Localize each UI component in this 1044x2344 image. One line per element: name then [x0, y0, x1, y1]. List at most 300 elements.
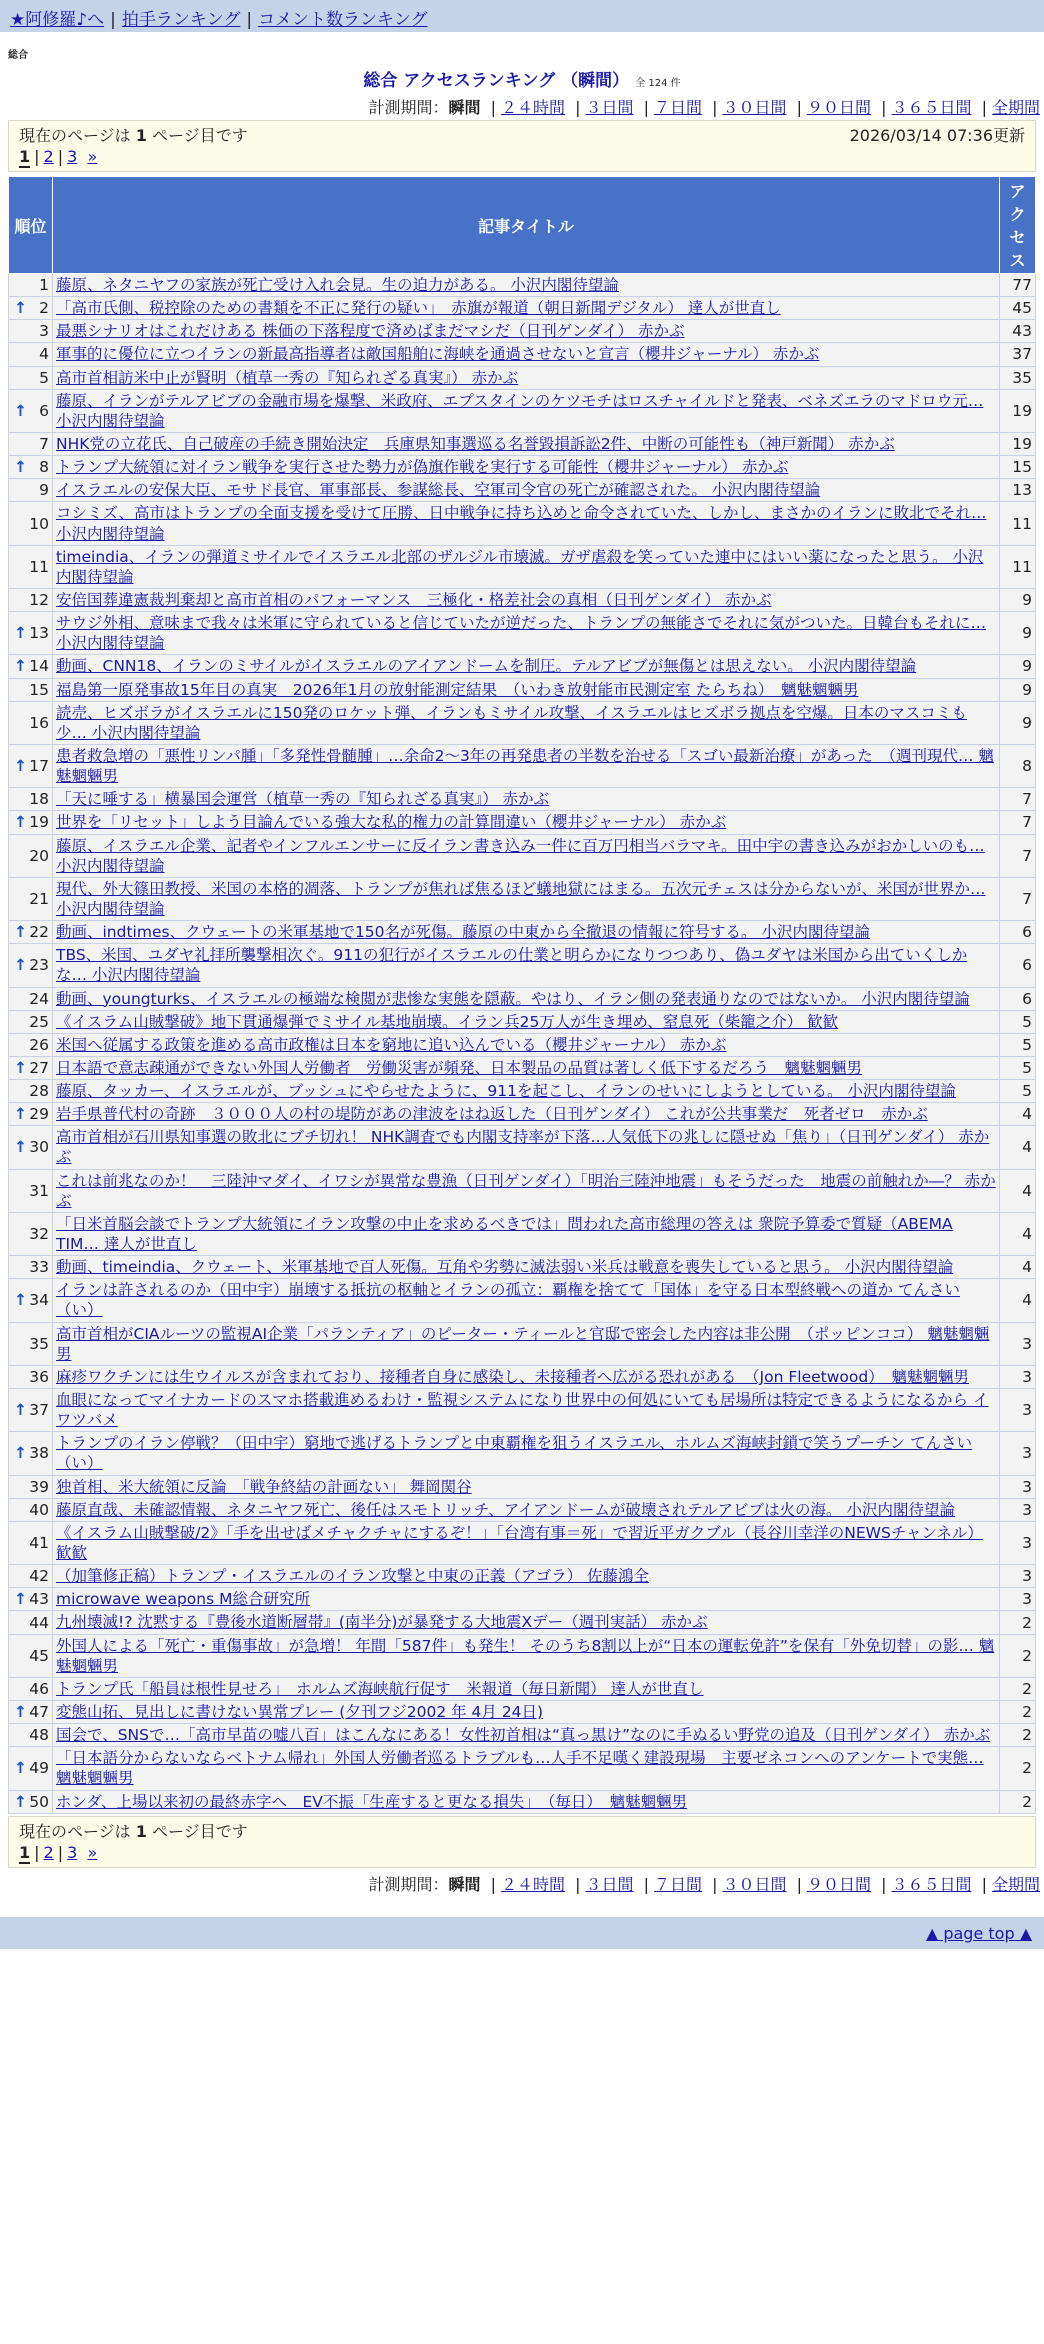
rank-number: 35: [29, 1334, 49, 1353]
article-link[interactable]: NHK党の立花氏、自己破産の手続き開始決定 兵庫県知事選巡る名誉毀損訴訟2件、中断の可能性も（神戸新聞） 赤かぶ: [56, 434, 895, 453]
article-link[interactable]: 変態山拓、見出しに書けない異常プレー (夕刊フジ2002 年 4月 24日): [56, 1703, 544, 1721]
title-cell: [53, 811, 1000, 834]
title-cell: [53, 612, 1000, 655]
table-row: [9, 811, 1036, 834]
access-count: 43: [1000, 320, 1036, 343]
ranking-container: [8, 120, 1036, 1868]
rank-up-icon: ↑: [14, 1138, 27, 1157]
period-link-7d[interactable]: ７日間: [653, 1874, 702, 1894]
rank-number: 4: [39, 345, 49, 364]
title-cell: [53, 1790, 1000, 1813]
rank-number: 11: [29, 557, 49, 576]
table-row: [9, 588, 1036, 611]
rank-number: 1: [39, 276, 49, 295]
ranking-title: 総合 アクセスランキング （瞬間）: [363, 71, 630, 91]
rank-cell: [9, 1169, 53, 1212]
title-cell: [53, 1126, 1000, 1169]
rank-up-icon: ↑: [14, 1291, 27, 1310]
title-cell: [53, 655, 1000, 678]
access-count: 4: [1000, 1103, 1036, 1126]
pager-next[interactable]: »: [87, 1842, 98, 1862]
article-link[interactable]: イランは許されるのか（田中宇）崩壊する抵抗の枢軸とイランの孤立：覇権を捨てて「国体」を守る日本型終戦への道か てんさい（い）: [56, 1281, 960, 1320]
rank-number: 21: [29, 889, 49, 908]
table-row: [9, 1611, 1036, 1634]
period-link-30d[interactable]: ３０日間: [722, 1874, 787, 1894]
rank-cell: [9, 389, 53, 432]
access-count: 6: [1000, 944, 1036, 987]
period-selector-bottom: 計測期間：瞬間 | ２４時間 | ３日間 | ７日間 | ３０日間 | ９０日間 | ３６５日間 | 全期間: [368, 1874, 1040, 1894]
table-row: [9, 366, 1036, 389]
rank-number: 33: [29, 1258, 49, 1277]
access-count: 3: [1000, 1389, 1036, 1432]
rank-cell: [9, 834, 53, 877]
table-row: [9, 1588, 1036, 1611]
table-row: [9, 502, 1036, 545]
rank-cell: [9, 944, 53, 987]
current-page-text: 現在のページは 1 ページ目です: [19, 1821, 248, 1841]
table-row: [9, 1634, 1036, 1677]
title-cell: [53, 1475, 1000, 1498]
table-row: [9, 678, 1036, 701]
table-row: [9, 921, 1036, 944]
rank-up-icon: ↑: [14, 1590, 27, 1609]
article-link[interactable]: 藤原、イスラエル企業、記者やインフルエンサーに反イラン書き込み一件に百万円相当バラマキ。田中宇の書き込みがおかしいのも… 小沢内閣待望論: [56, 836, 985, 875]
access-count: 7: [1000, 834, 1036, 877]
title-cell: [53, 1747, 1000, 1790]
rank-number: 29: [29, 1105, 49, 1124]
title-cell: [53, 1498, 1000, 1521]
rank-cell: [9, 1498, 53, 1521]
rank-cell: [9, 1588, 53, 1611]
title-cell: [53, 1322, 1000, 1365]
rank-cell: [9, 320, 53, 343]
table-row: [9, 701, 1036, 744]
article-link[interactable]: トランプのイラン停戦？（田中宇）窮地で逃げるトランプと中東覇権を狙うイスラエル、ホルムズ海峡封鎖で笑うプーチン てんさい（い）: [56, 1434, 973, 1473]
title-cell: [53, 834, 1000, 877]
table-row: [9, 1080, 1036, 1103]
pager-current: 1: [19, 1842, 31, 1862]
rank-number: 13: [29, 624, 49, 643]
access-count: 2: [1000, 1790, 1036, 1813]
rank-cell: [9, 877, 53, 920]
pager-link-3[interactable]: 3: [67, 1842, 78, 1862]
rank-cell: [9, 1010, 53, 1033]
rank-up-icon: ↑: [14, 624, 27, 643]
rank-up-icon: ↑: [14, 1703, 27, 1722]
period-link-90d[interactable]: ９０日間: [806, 98, 871, 117]
page-info-box-bottom: [8, 1816, 1036, 1868]
rank-up-icon: ↑: [14, 757, 27, 776]
table-row: [9, 788, 1036, 811]
period-label: 計測期間：: [368, 98, 449, 117]
article-link[interactable]: 国会で、SNSで…「高市早苗の嘘八百」はこんなにある！女性初首相は“真っ黒け”なのに手ぬるい野党の追及（日刊ゲンダイ） 赤かぶ: [56, 1726, 991, 1745]
rank-cell: [9, 1056, 53, 1079]
total-count: 全 124 件: [635, 78, 681, 89]
rank-cell: [9, 1365, 53, 1388]
table-row: [9, 1256, 1036, 1279]
article-link[interactable]: これは前兆なのか！ 三陸沖マダイ、イワシが異常な豊漁（日刊ゲンダイ）「明治三陸沖地震」もそうだった 地震の前触れか―？ 赤かぶ: [56, 1171, 996, 1210]
rank-cell: [9, 588, 53, 611]
rank-cell: [9, 1521, 53, 1564]
title-cell: [53, 588, 1000, 611]
article-link[interactable]: 世界を「リセット」しよう目論んでいる強大な私的権力の計算間違い（櫻井ジャーナル） 赤かぶ: [56, 813, 727, 832]
article-link[interactable]: 高市首相訪米中止が賢明（植草一秀の『知られざる真実』） 赤かぶ: [56, 368, 519, 387]
rank-cell: [9, 701, 53, 744]
table-row: [9, 320, 1036, 343]
access-count: 5: [1000, 1010, 1036, 1033]
rank-number: 34: [29, 1291, 49, 1310]
access-count: 5: [1000, 1033, 1036, 1056]
article-link[interactable]: 独首相、米大統領に反論 「戦争終結の計画ない」 舞岡関谷: [56, 1477, 472, 1496]
article-link[interactable]: 「日米首脳会談でトランプ大統領にイラン攻撃の中止を求めるべきでは」問われた高市総理の答えは 衆院予算委で質疑（ABEMA TIM… 達人が世直し: [56, 1214, 953, 1254]
article-link[interactable]: 《イスラム山賊撃破/2》「手を出せばメチャクチャにするぞ！」「台湾有事＝死」で習近平ガクブル（長谷川幸洋のNEWSチャンネル） 歓歓: [56, 1523, 983, 1563]
rank-cell: [9, 456, 53, 479]
pager-link-2[interactable]: 2: [43, 147, 54, 166]
access-count: 2: [1000, 1747, 1036, 1790]
title-cell: [53, 1169, 1000, 1212]
rank-number: 17: [29, 757, 49, 776]
table-row: [9, 1056, 1036, 1079]
article-link[interactable]: 最悪シナリオはこれだけある 株価の下落程度で済めばまだマシだ（日刊ゲンダイ） 赤かぶ: [56, 322, 685, 341]
article-link[interactable]: 動画、indtimes、クウェートの米軍基地で150名が死傷。藤原の中東から全撤退の情報に符号する。 小沢内閣待望論: [56, 923, 870, 942]
rank-cell: [9, 1747, 53, 1790]
rank-up-icon: ↑: [14, 1058, 27, 1077]
article-link[interactable]: 高市首相がCIAルーツの監視AI企業「パランティア」のピーター・ティールと官邸で密会した内容は非公開 （ポッピンココ） 魑魅魍魎男: [56, 1324, 990, 1363]
title-cell: [53, 545, 1000, 588]
article-link[interactable]: 現代、外大篠田教授、米国の本格的凋落、トランプが焦れば焦るほど蟻地獄にはまる。五次元チェスは分からないが、米国が世界か… 小沢内閣待望論: [56, 879, 986, 918]
rank-cell: [9, 1634, 53, 1677]
rank-cell: [9, 1790, 53, 1813]
title-cell: [53, 1056, 1000, 1079]
rank-cell: [9, 1279, 53, 1322]
article-link[interactable]: 藤原、ネタニヤフの家族が死亡受け入れ会見。生の迫力がある。 小沢内閣待望論: [56, 276, 619, 294]
access-count: 3: [1000, 1475, 1036, 1498]
pagination-bottom: 1 | 2 | 3 »: [19, 1842, 98, 1862]
access-count: 5: [1000, 1056, 1036, 1079]
rank-number: 10: [29, 514, 49, 533]
title-cell: [53, 1521, 1000, 1564]
rank-number: 20: [29, 846, 49, 865]
access-count: 77: [1000, 274, 1036, 297]
article-link[interactable]: 外国人による「死亡・重傷事故」が急増！ 年間「587件」も発生！ そのうち8割以上が“日本の運転免許”を保有「外免切替」の影… 魑魅魍魎男: [56, 1636, 995, 1675]
rank-cell: [9, 432, 53, 455]
rank-up-icon: ↑: [14, 299, 27, 318]
rank-number: 19: [29, 813, 49, 832]
rank-up-icon: ↑: [14, 813, 27, 832]
rank-cell: [9, 1611, 53, 1634]
title-cell: [53, 1389, 1000, 1432]
nav-separator: |: [246, 10, 253, 30]
nav-separator: |: [110, 10, 116, 30]
rank-number: 42: [29, 1567, 49, 1586]
title-cell: [53, 502, 1000, 545]
ranking-table: [8, 176, 1036, 1814]
period-link-all[interactable]: 全期間: [991, 98, 1040, 117]
rank-up-icon: ↑: [14, 1105, 27, 1124]
article-link[interactable]: ホンダ、上場以来初の最終赤字へ EV不振「生産すると更なる損失」 （毎日） 魑魅魍魎男: [56, 1792, 688, 1811]
access-count: 6: [1000, 921, 1036, 944]
rank-cell: [9, 1033, 53, 1056]
nav-link-clap-ranking[interactable]: 拍手ランキング: [121, 10, 241, 30]
table-row: [9, 1701, 1036, 1724]
bottom-bar: [0, 1917, 1044, 1949]
article-link[interactable]: 福島第一原発事故15年目の真実 2026年1月の放射能測定結果 （いわき放射能市民測定室 たらちね） 魑魅魍魎男: [56, 680, 859, 699]
table-row: [9, 297, 1036, 320]
table-row: [9, 877, 1036, 920]
table-row: [9, 274, 1036, 297]
access-count: 9: [1000, 612, 1036, 655]
period-link-90d[interactable]: ９０日間: [806, 1874, 871, 1894]
rank-number: 3: [39, 322, 49, 341]
pager-next[interactable]: »: [87, 147, 98, 166]
rank-number: 23: [29, 956, 49, 975]
article-link[interactable]: 藤原、イランがテルアビブの金融市場を爆撃、米政府、エプスタインのケツモチはロスチャイルドと発表、ベネズエラのマドロウ元… 小沢内閣待望論: [56, 391, 984, 430]
title-cell: [53, 1033, 1000, 1056]
article-link[interactable]: 動画、CNN18、イランのミサイルがイスラエルのアイアンドームを制圧。テルアビブが無傷とは思えない。 小沢内閣待望論: [56, 657, 917, 676]
rank-number: 12: [29, 591, 49, 610]
article-link[interactable]: 高市首相が石川県知事選の敗北にブチ切れ！ NHK調査でも内閣支持率が下落…人気低下の兆しに隠せぬ「焦り」（日刊ゲンダイ） 赤かぶ: [56, 1128, 990, 1167]
rank-number: 18: [29, 790, 49, 809]
access-count: 19: [1000, 432, 1036, 455]
article-link[interactable]: 安倍国葬違憲裁判棄却と高市首相のパフォーマンス 三極化・格差社会の真相（日刊ゲンダイ） 赤かぶ: [56, 590, 772, 609]
access-count: 13: [1000, 479, 1036, 502]
rank-cell: [9, 1565, 53, 1588]
period-link-365d[interactable]: ３６５日間: [891, 98, 972, 117]
rank-cell: [9, 479, 53, 502]
period-link-7d[interactable]: ７日間: [653, 98, 702, 117]
access-count: 2: [1000, 1634, 1036, 1677]
rank-number: 38: [29, 1444, 49, 1463]
access-count: 4: [1000, 1169, 1036, 1212]
title-cell: [53, 1724, 1000, 1747]
article-link[interactable]: 「天に唾する」横暴国会運営（植草一秀の『知られざる真実』） 赤かぶ: [56, 790, 550, 809]
table-row: [9, 1126, 1036, 1169]
rank-number: 16: [29, 713, 49, 732]
title-cell: [53, 987, 1000, 1010]
title-cell: [53, 1432, 1000, 1475]
access-count: 3: [1000, 1588, 1036, 1611]
article-link[interactable]: 藤原直哉、未確認情報、ネタニヤフ死亡、後任はスモトリッチ、アイアンドームが破壊されテルアビブは火の海。 小沢内閣待望論: [56, 1500, 955, 1519]
access-count: 7: [1000, 788, 1036, 811]
article-link[interactable]: timeindia、イランの弾道ミサイルでイスラエル北部のザルジル市壊滅。ガザ虐殺を笑っていた連中にはいい薬になったと思う。 小沢内閣待望論: [56, 547, 984, 586]
period-link-3d[interactable]: ３日間: [585, 98, 634, 117]
table-row: [9, 1565, 1036, 1588]
period-link-365d[interactable]: ３６５日間: [891, 1874, 972, 1894]
article-link[interactable]: サウジ外相、意味まで我々は米軍に守られていると信じていたが逆だった、トランプの無能さでそれに気がついた。日韓台もそれに… 小沢内閣待望論: [56, 614, 987, 653]
access-count: 4: [1000, 1279, 1036, 1322]
rank-number: 25: [29, 1012, 49, 1031]
article-link[interactable]: 動画、timeindia、クウェート、米軍基地で百人死傷。互角や劣勢に滅法弱い米兵は戦意を喪失していると思う。 小沢内閣待望論: [56, 1258, 954, 1277]
pager-current: 1: [19, 147, 31, 166]
rank-cell: [9, 1677, 53, 1700]
header-title: 記事タイトル: [53, 177, 1000, 274]
article-link[interactable]: トランプ氏「船員は根性見せろ」 ホルムズ海峡航行促す 米報道（毎日新聞） 達人が世直し: [56, 1679, 704, 1698]
article-link[interactable]: 岩手県普代村の奇跡 ３０００人の村の堤防があの津波をはね返した（日刊ゲンダイ） これが公共事業だ 死者ゼロ 赤かぶ: [56, 1105, 928, 1124]
access-count: 35: [1000, 366, 1036, 389]
rank-up-icon: ↑: [14, 657, 27, 676]
title-cell: [53, 297, 1000, 320]
rank-up-icon: ↑: [14, 458, 27, 477]
access-count: 9: [1000, 678, 1036, 701]
ranking-rows: [9, 274, 1036, 1814]
access-count: 2: [1000, 1724, 1036, 1747]
access-count: 45: [1000, 297, 1036, 320]
title-cell: [53, 432, 1000, 455]
table-row: [9, 1724, 1036, 1747]
article-link[interactable]: コシミズ、高市はトランプの全面支援を受けて圧勝、日中戦争に持ち込めと命令されていた、しかし、まさかのイランに敗北でそれ… 小沢内閣待望論: [56, 504, 987, 543]
table-row: [9, 1677, 1036, 1700]
table-row: [9, 987, 1036, 1010]
access-count: 7: [1000, 877, 1036, 920]
title-cell: [53, 1565, 1000, 1588]
title-cell: [53, 1279, 1000, 1322]
title-cell: [53, 1677, 1000, 1700]
rank-number: 41: [29, 1534, 49, 1553]
rank-number: 9: [39, 481, 49, 500]
access-count: 9: [1000, 588, 1036, 611]
access-count: 37: [1000, 343, 1036, 366]
title-cell: [53, 788, 1000, 811]
rank-number: 48: [29, 1726, 49, 1745]
rank-up-icon: ↑: [14, 956, 27, 975]
period-link-all[interactable]: 全期間: [991, 1874, 1040, 1894]
article-link[interactable]: 九州壊滅!? 沈黙する『豊後水道断層帯』(南半分)が暴発する大地震Xデー（週刊実話） 赤かぶ: [56, 1613, 708, 1632]
title-cell: [53, 1365, 1000, 1388]
table-row: [9, 343, 1036, 366]
rank-number: 43: [29, 1590, 49, 1609]
access-count: 3: [1000, 1498, 1036, 1521]
rank-cell: [9, 1212, 53, 1255]
rank-number: 32: [29, 1225, 49, 1244]
period-link-3d[interactable]: ３日間: [585, 1874, 634, 1894]
access-count: 3: [1000, 1365, 1036, 1388]
period-link-30d[interactable]: ３０日間: [722, 98, 787, 117]
rank-number: 47: [29, 1703, 49, 1722]
pager-link-3[interactable]: 3: [67, 147, 78, 166]
title-cell: [53, 320, 1000, 343]
table-row: [9, 1279, 1036, 1322]
period-link-24h[interactable]: ２４時間: [500, 1874, 565, 1894]
article-link[interactable]: 《イスラム山賊撃破》地下貫通爆弾でミサイル基地崩壊。イラン兵25万人が生き埋め、窒息死（柴籠之介） 歓歓: [56, 1012, 839, 1031]
period-label: 計測期間：: [368, 1874, 449, 1894]
period-selector-top: 計測期間：瞬間 | ２４時間 | ３日間 | ７日間 | ３０日間 | ９０日間 | ３６５日間 | 全期間: [368, 98, 1040, 117]
title-cell: [53, 1611, 1000, 1634]
table-row: [9, 1389, 1036, 1432]
rank-number: 36: [29, 1367, 49, 1386]
article-link[interactable]: 「高市氏側、税控除のための書類を不正に発行の疑い」 赤旗が報道（朝日新聞デジタル） 達人が世直し: [56, 299, 781, 318]
rank-cell: [9, 366, 53, 389]
access-count: 11: [1000, 545, 1036, 588]
article-link[interactable]: 藤原、タッカー、イスラエルが、ブッシュにやらせたように、911を起こし、イランのせいにしようとしている。 小沢内閣待望論: [56, 1082, 956, 1101]
rank-up-icon: ↑: [14, 1444, 27, 1463]
article-link[interactable]: イスラエルの安保大臣、モサド長官、軍事部長、参謀総長、空軍司令官の死亡が確認された。 小沢内閣待望論: [56, 481, 821, 500]
article-link[interactable]: 米国へ従属する政策を進める高市政権は日本を窮地に追い込んでいる（櫻井ジャーナル） 赤かぶ: [56, 1035, 727, 1054]
table-row: [9, 744, 1036, 787]
rank-cell: [9, 1389, 53, 1432]
title-cell: [53, 701, 1000, 744]
title-cell: [53, 274, 1000, 297]
article-link[interactable]: TBS、米国、ユダヤ礼拝所襲撃相次ぐ。911の犯行がイスラエルの仕業と明らかになりつつあり、偽ユダヤは米国から出ていくしかな… 小沢内閣待望論: [56, 946, 968, 985]
article-link[interactable]: 読売、ヒズボラがイスラエルに150発のロケット弾、イランもミサイル攻撃、イスラエルはヒズボラ拠点を空爆。日本のマスコミも少… 小沢内閣待望論: [56, 703, 967, 742]
rank-number: 44: [29, 1613, 49, 1632]
rank-number: 26: [29, 1035, 49, 1054]
period-current: 瞬間: [448, 98, 481, 117]
article-link[interactable]: （加筆修正稿）トランプ・イスラエルのイラン攻撃と中東の正義（アゴラ） 佐藤鴻全: [56, 1567, 649, 1586]
rank-cell: [9, 545, 53, 588]
table-row: [9, 1010, 1036, 1033]
access-count: 3: [1000, 1521, 1036, 1564]
table-row: [9, 944, 1036, 987]
table-row: [9, 1365, 1036, 1388]
article-link[interactable]: 「日本語分からないならベトナム帰れ」外国人労働者巡るトラブルも…人手不足嘆く建設現場 主要ゼネコンへのアンケートで実態… 魑魅魍魎男: [56, 1749, 984, 1788]
article-link[interactable]: 麻疹ワクチンには生ウイルスが含まれており、接種者自身に感染し、未接種者へ広がる恐れがある （Jon Fleetwood） 魑魅魍魎男: [56, 1367, 969, 1386]
title-cell: [53, 1256, 1000, 1279]
rank-number: 2: [39, 299, 49, 318]
table-row: [9, 389, 1036, 432]
rank-number: 14: [29, 657, 49, 676]
rank-cell: [9, 1475, 53, 1498]
access-count: 3: [1000, 1432, 1036, 1475]
article-link[interactable]: トランプ大統領に対イラン戦争を実行させた勢力が偽旗作戦を実行する可能性（櫻井ジャーナル） 赤かぶ: [56, 458, 789, 477]
access-count: 2: [1000, 1701, 1036, 1724]
ranking-heading: [0, 66, 1044, 91]
pager-link-2[interactable]: 2: [43, 1842, 54, 1862]
article-link[interactable]: 軍事的に優位に立つイランの新最高指導者は敵国船舶に海峡を通過させないと宣言（櫻井ジャーナル） 赤かぶ: [56, 345, 820, 364]
article-link[interactable]: microwave weapons M総合研究所: [56, 1590, 310, 1609]
period-link-24h[interactable]: ２４時間: [500, 98, 565, 117]
rank-number: 50: [29, 1792, 49, 1811]
table-row: [9, 479, 1036, 502]
current-page-text: 現在のページは 1 ページ目です: [19, 126, 248, 145]
table-row: [9, 1169, 1036, 1212]
article-link[interactable]: 動画、youngturks、イスラエルの極端な検閲が悲惨な実態を隠蔽。やはり、イラン側の発表通りなのではないか。 小沢内閣待望論: [56, 989, 970, 1008]
table-row: [9, 1475, 1036, 1498]
nav-link-asyura[interactable]: ★阿修羅♪へ: [10, 10, 105, 30]
rank-number: 31: [29, 1181, 49, 1200]
rank-cell: [9, 274, 53, 297]
rank-cell: [9, 788, 53, 811]
rank-cell: [9, 1322, 53, 1365]
rank-cell: [9, 502, 53, 545]
rank-up-icon: ↑: [14, 1401, 27, 1420]
nav-link-comment-ranking[interactable]: コメント数ランキング: [258, 10, 428, 30]
header-rank: 順位: [9, 177, 53, 274]
title-cell: [53, 479, 1000, 502]
rank-number: 46: [29, 1679, 49, 1698]
rank-cell: [9, 612, 53, 655]
table-row: [9, 1747, 1036, 1790]
article-link[interactable]: 血眼になってマイナカードのスマホ搭載進めるわけ・監視システムになり世界中の何処にいても居場所は特定できるようになるから イワツバメ: [56, 1391, 989, 1430]
rank-number: 6: [39, 401, 49, 420]
table-row: [9, 545, 1036, 588]
rank-number: 7: [39, 435, 49, 454]
access-count: 19: [1000, 389, 1036, 432]
rank-number: 8: [39, 458, 49, 477]
table-row: [9, 1498, 1036, 1521]
rank-number: 49: [29, 1759, 49, 1778]
table-row: [9, 834, 1036, 877]
title-cell: [53, 1010, 1000, 1033]
article-link[interactable]: 日本語で意志疎通ができない外国人労働者 労働災害が頻発、日本製品の品質は著しく低下するだろう 魑魅魍魎男: [56, 1058, 863, 1077]
rank-cell: [9, 297, 53, 320]
access-count: 3: [1000, 1565, 1036, 1588]
access-count: 4: [1000, 1212, 1036, 1255]
rank-number: 37: [29, 1401, 49, 1420]
rank-number: 40: [29, 1500, 49, 1519]
page-top-link[interactable]: ▲ page top ▲: [925, 1923, 1032, 1943]
article-link[interactable]: 患者救急増の「悪性リンパ腫」「多発性骨髄腫」…余命2～3年の再発患者の半数を治せる「スゴい最新治療」があった （週刊現代… 魑魅魍魎男: [56, 746, 994, 786]
page-info-box: [8, 120, 1036, 172]
